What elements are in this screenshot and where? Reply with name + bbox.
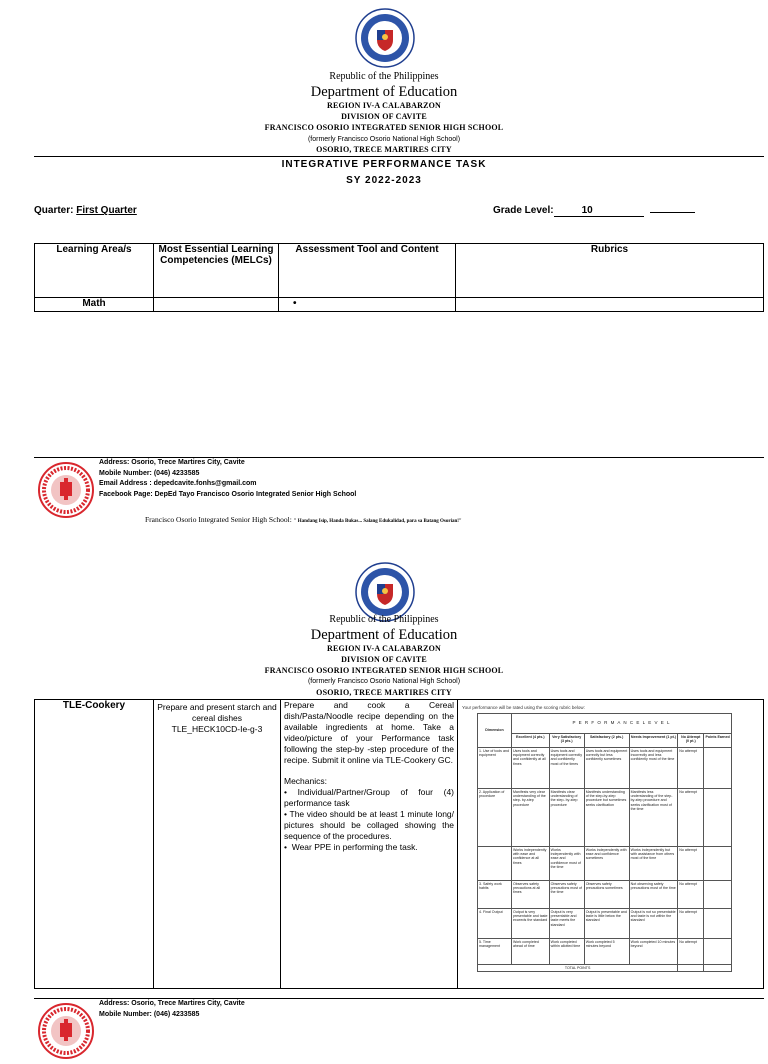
deped-seal [355, 562, 415, 622]
footer-facebook: Facebook Page: DepEd Tayo Francisco Osorio Integrated Senior High School [99, 490, 357, 498]
rubric-row: 5. Time management Work completed ahead of time Work completed within allotted time Work completed 5 minutes beyond Work completed 10 minutes beyond No attempt [478, 939, 732, 965]
math-area: Math [35, 298, 154, 312]
mechanics-item: • Wear PPE in performing the task. [284, 842, 418, 852]
footer-contact [99, 458, 356, 500]
quarter-label: Quarter: [34, 205, 74, 216]
mechanics-item: • Individual/Partner/Group of four (4) performance task [284, 787, 454, 808]
region-text: REGION IV-A CALABARZON [326, 101, 442, 110]
footer-contact [99, 999, 245, 1020]
tle-content [281, 700, 458, 989]
footer-address: Address: Osorio, Trece Martires City, Cavite [99, 459, 245, 466]
header-learning-area: Learning Area/s [35, 244, 154, 298]
level-very-satisfactory: Very Satisfactory (3 pts.) [549, 734, 584, 748]
rubric-table [477, 713, 732, 972]
school-seal [38, 1003, 94, 1059]
mechanics-label: Mechanics: [284, 776, 327, 786]
republic-text: Republic of the Philippines [329, 614, 439, 625]
motto-school: Francisco Osorio Integrated Senior High School: [145, 515, 292, 524]
header-assessment: Assessment Tool and Content [279, 244, 456, 298]
tle-area: TLE-Cookery [35, 700, 154, 989]
mechanics-item: • The video should be at least 1 minute long/ pictures should be collaged showing the sequence of the procedures. [284, 809, 455, 841]
footer-address: Address: Osorio, Trece Martires City, Cavite [99, 1000, 245, 1007]
level-no-attempt: No Attempt (0 pt.) [678, 734, 704, 748]
footer-mobile-label: Mobile Number: [99, 469, 152, 477]
level-excellent: Excellent (4 pts.) [511, 734, 549, 748]
school-name: FRANCISCO OSORIO INTEGRATED SENIOR HIGH SCHOOL [264, 123, 504, 132]
level-satisfactory: Satisfactory (2 pts.) [584, 734, 629, 748]
city-text: OSORIO, TRECE MARTIRES CITY [316, 688, 452, 697]
header-melcs: Most Essential Learning Competencies (MELCs) [154, 244, 279, 298]
grade-label: Grade Level: [493, 205, 554, 216]
level-needs-improvement: Needs Improvement (1 pt.) [629, 734, 678, 748]
rubric-row: 2. Application of procedure Manifests very clear understanding of the step- by-step procedure Manifests clear understanding of the step- by-step procedure Manifests understanding of the step-by-step procedure but sometimes seeks clarification Manifests less understanding of the step- by-step procedure and seeks clarification most of the time No attempt [478, 789, 732, 847]
math-melc-cell [154, 298, 279, 312]
city-text: OSORIO, TRECE MARTIRES CITY [316, 145, 452, 154]
quarter-line [34, 205, 137, 216]
republic-text: Republic of the Philippines [329, 71, 439, 82]
tle-competency: Prepare and present starch and cereal dishes TLE_HECK10CD-Ie-g-3 [154, 700, 281, 989]
rubric-total-label: TOTAL POINTS [478, 965, 678, 972]
division-text: DIVISION OF CAVITE [341, 655, 427, 664]
school-year: SY 2022-2023 [346, 175, 422, 186]
rubric-intro: Your performance will be rated using the scoring rubric below: [462, 705, 585, 710]
rubric-dimension-header: Dimension [478, 714, 512, 748]
school-seal [38, 462, 94, 518]
grade-line [493, 205, 695, 217]
school-name: FRANCISCO OSORIO INTEGRATED SENIOR HIGH SCHOOL [264, 666, 504, 675]
math-bullet: • [279, 298, 456, 312]
rubric-row: 4. Final Output Output is very presentable and taste exceeds the standard Output is very presentable and taste meets the standard Output is presentable and taste is little below the standard Output is not so presentable and taste is not within the standard No attempt [478, 909, 732, 939]
tle-content-paragraph: Prepare and cook a Cereal dish/Pasta/Noodle recipe depending on the available ingredients at home. Take a video/picture of your Performance task following the step-by -step procedure of the recipe. Submit it online via TLE-Cookery GC. [284, 700, 454, 765]
division-text: DIVISION OF CAVITE [341, 112, 427, 121]
rubric-performance-level: P E R F O R M A N C E L E V E L [511, 714, 731, 734]
math-rubric-cell [456, 298, 764, 312]
footer-mobile-value: (046) 4233585 [153, 1010, 200, 1018]
region-text: REGION IV-A CALABARZON [326, 644, 442, 653]
header-rubrics: Rubrics [456, 244, 764, 298]
footer-email: Email Address : depedcavite.fonhs@gmail.com [99, 480, 257, 487]
grade-value: 10 [554, 205, 644, 217]
formerly-text: (formerly Francisco Osorio National High School) [307, 136, 461, 143]
quarter-value: First Quarter [76, 205, 137, 216]
department-title: Department of Education [310, 84, 458, 100]
department-title: Department of Education [310, 627, 458, 643]
level-points-earned: Points Earned [704, 734, 732, 748]
rubric-row: Works independently with ease and confidence at all times Works independently with ease and confidence most of the time Works independently with ease and confidence sometimes Works independently but with assistance from others most of the time No attempt [478, 847, 732, 881]
footer-mobile-label: Mobile Number: [99, 1010, 152, 1018]
deped-seal [355, 8, 415, 68]
motto-text: " Handang Isip, Handa Bukas... Salang Edukalidad, para sa Batang Osorian!" [293, 519, 462, 524]
task-title: INTEGRATIVE PERFORMANCE TASK [281, 159, 487, 170]
formerly-text: (formerly Francisco Osorio National High School) [307, 678, 461, 685]
footer-mobile-value: (046) 4233585 [153, 469, 200, 477]
task-table [34, 243, 764, 312]
header-divider [34, 156, 764, 157]
rubric-row: 1. Use of tools and equipment Uses tools and equipment correctly and confidently at all times Uses tools and equipment correctly and confidently most of the times Uses tools and equipment correctly but less confidently sometimes Uses tools and equipment incorrectly and less confidently most of the time No attempt [478, 748, 732, 789]
rubric-row: 3. Safety work habits Observes safety precautions at all times Observes safety precautions most of the time Observes safety precautions sometimes Not observing safety precautions most of the time No attempt [478, 881, 732, 909]
footer-motto-line [145, 515, 462, 524]
